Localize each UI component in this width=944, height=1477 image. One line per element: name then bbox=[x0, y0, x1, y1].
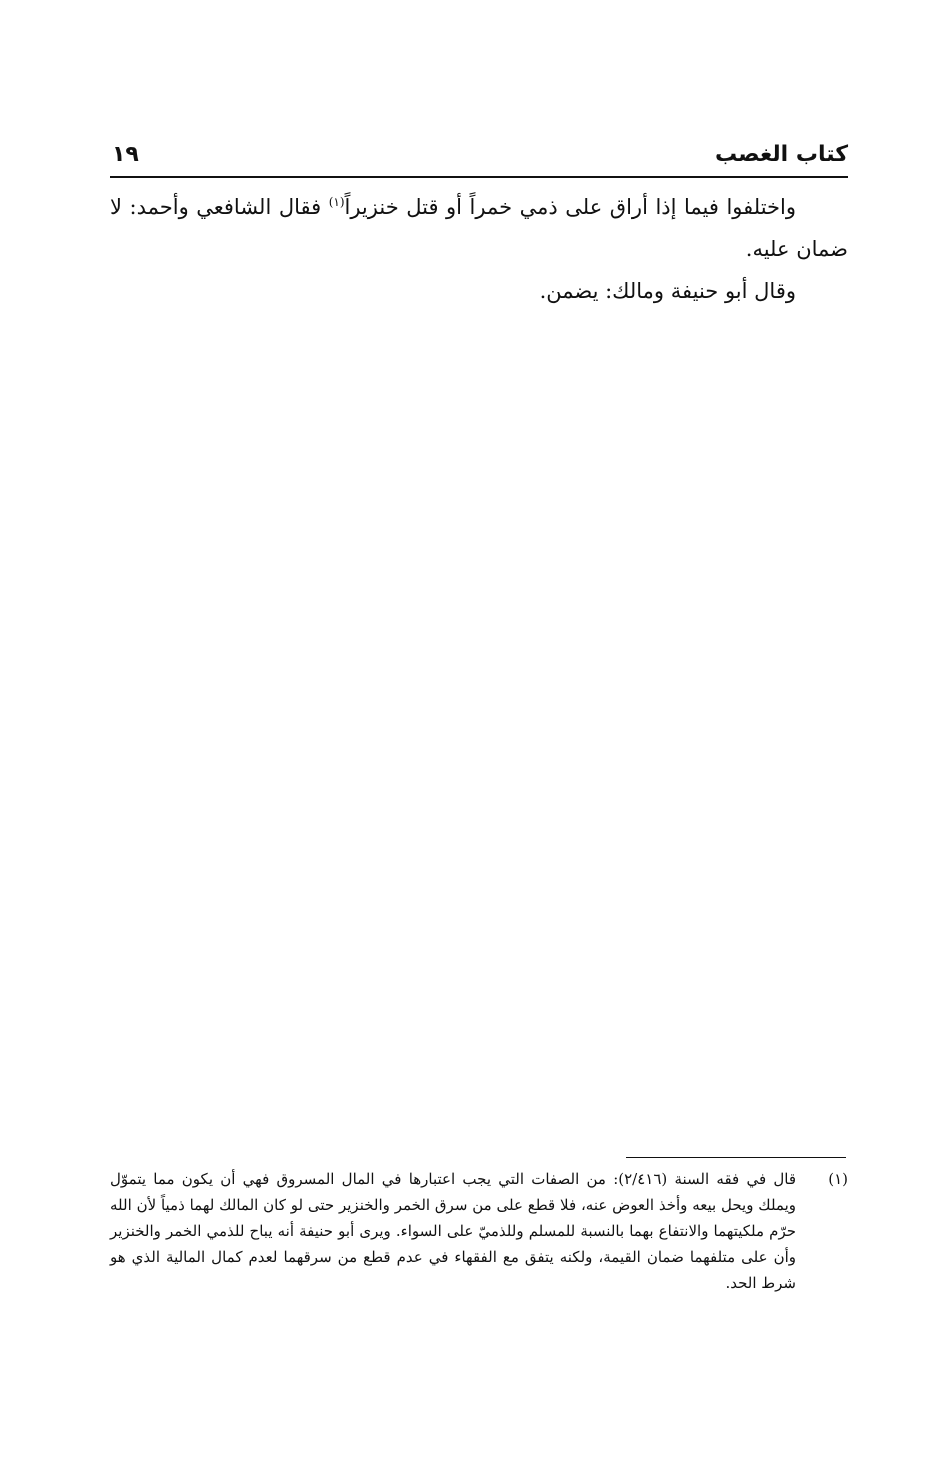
footnote-divider bbox=[626, 1157, 846, 1158]
main-text bbox=[110, 186, 848, 312]
chapter-title: كتاب الغصب bbox=[715, 142, 848, 167]
header-divider bbox=[110, 176, 848, 178]
page-number: ١٩ bbox=[112, 142, 139, 167]
running-header bbox=[110, 138, 848, 174]
footnote-text: قال في فقه السنة (٢/٤١٦): من الصفات التي يجب اعتبارها في المال المسروق فهي أن يكون مما يتموّل ويملك ويحل بيعه وأخذ العوض عنه، فلا قطع على من سرق الخمر والخنزير حتى لو كان المالك لهما ذمياً لأن الله حرّم ملكيتهما والانتفاع بهما بالنسبة للمسلم وللذميّ على السواء. ويرى أبو حنيفة أنه يباح للذمي الخمر والخنزير وأن على متلفهما ضمان القيمة، ولكنه يتفق مع الفقهاء في عدم قطع من سرقهما لعدم كمال المالية الذي هو شرط الحد. bbox=[110, 1170, 796, 1292]
footnote bbox=[110, 1166, 848, 1296]
paragraph-1-text-continued: فقال الشافعي وأحمد: لا ضمان عليه. bbox=[110, 195, 848, 261]
footnote-marker: (١) bbox=[828, 1170, 848, 1188]
paragraph-1 bbox=[110, 186, 848, 270]
paragraph-1-text: واختلفوا فيما إذا أراق على ذمي خمراً أو قتل خنزيراً bbox=[344, 195, 796, 219]
paragraph-2: وقال أبو حنيفة ومالك: يضمن. bbox=[539, 279, 796, 303]
footnote-reference: (١) bbox=[328, 195, 345, 209]
